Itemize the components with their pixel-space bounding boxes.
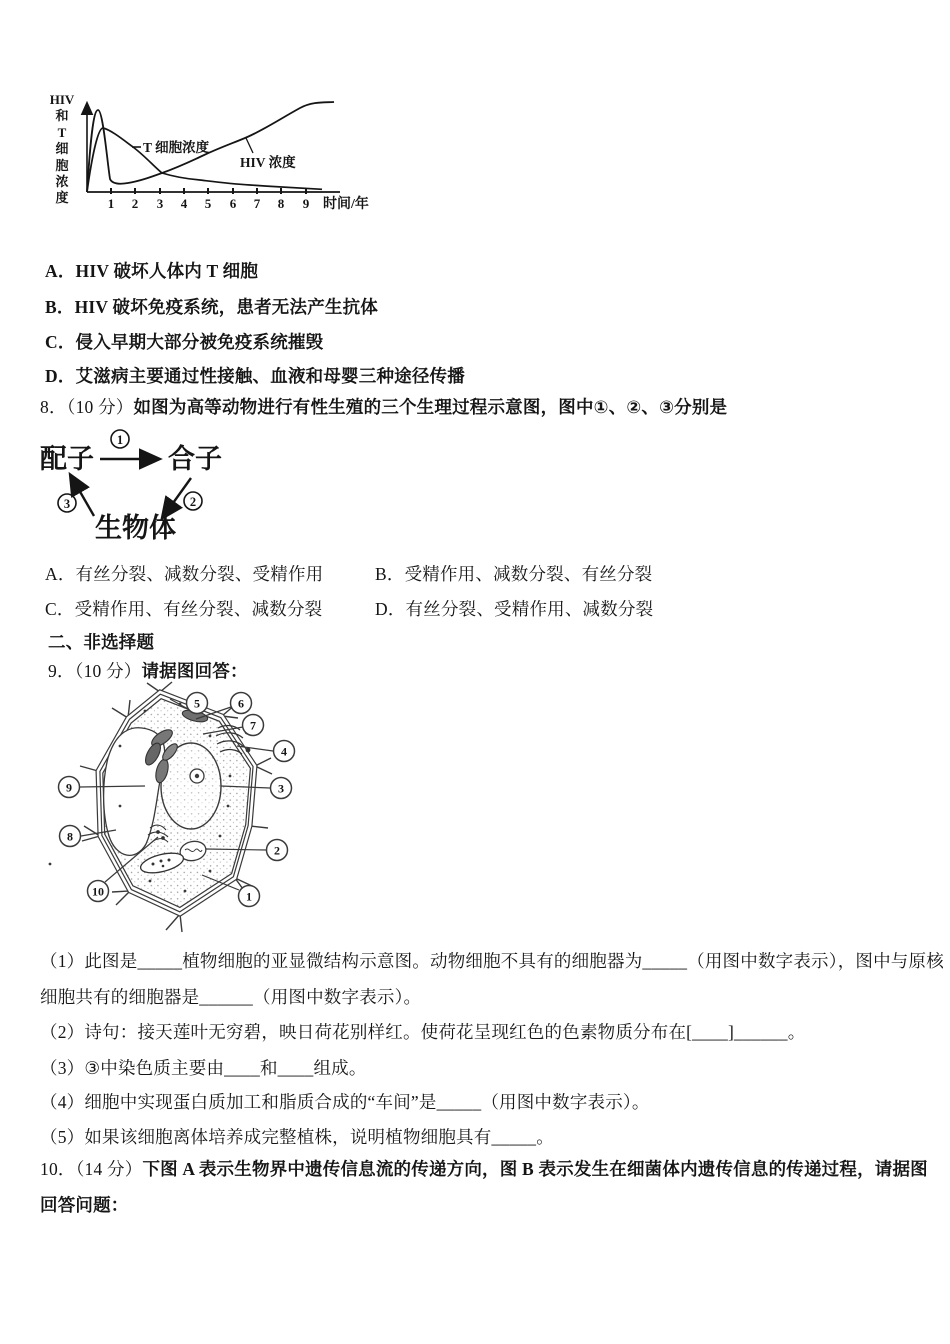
q8-reproduction-cycle-diagram — [40, 424, 280, 549]
t-cell-curve-label: T 细胞浓度 — [143, 140, 210, 155]
q9-stem-text: 请据图回答： — [141, 661, 248, 681]
option-text: 有丝分裂、减数分裂、受精作用 — [75, 564, 324, 584]
ylabel-line: 细 — [55, 141, 69, 157]
label-number-4: 4 — [281, 744, 287, 759]
option-text: 艾滋病主要通过性接触、血液和母婴三种途径传播 — [75, 366, 465, 386]
q7-option-d — [45, 363, 465, 388]
tick-label: 1 — [107, 196, 115, 211]
q9-sub2: （2）诗句：接天莲叶无穷碧，映日荷花别样红。使荷花呈现红色的色素物质分布在[____]______。 — [40, 1022, 806, 1042]
option-text: HIV 破坏人体内 T 细胞 — [75, 261, 259, 281]
tick-label: 9 — [302, 196, 310, 211]
ylabel-line: 浓 — [55, 174, 69, 190]
tick-label: 2 — [131, 196, 139, 211]
section2-title: 二、非选择题 — [48, 632, 155, 652]
hiv-curve-label: HIV 浓度 — [240, 155, 296, 170]
q8-option-b — [375, 561, 652, 586]
option-text: 侵入早期大部分被免疫系统摧毁 — [75, 332, 324, 352]
tick-label: 7 — [253, 196, 261, 211]
tick-label: 4 — [180, 196, 188, 211]
label-number-2: 2 — [274, 843, 280, 858]
label-number-8: 8 — [67, 829, 73, 844]
q10-stem-line1 — [40, 1156, 928, 1181]
option-letter: A． — [45, 261, 76, 281]
step3-number: 3 — [63, 497, 71, 511]
q7-option-b — [45, 294, 378, 319]
label-number-7: 7 — [250, 718, 256, 733]
q9-plant-cell-diagram — [50, 686, 315, 936]
q8-stem-text: 如图为高等动物进行有性生殖的三个生理过程示意图，图中①、②、③分别是 — [133, 397, 728, 417]
ylabel-line: 和 — [55, 108, 69, 124]
step2-number: 2 — [189, 495, 197, 509]
option-letter: A． — [45, 564, 76, 584]
option-text: HIV 破坏免疫系统，患者无法产生抗体 — [74, 297, 378, 317]
hiv-curve — [87, 102, 334, 192]
hiv-tcell-line-chart — [40, 88, 400, 228]
ylabel-line: 度 — [55, 190, 69, 206]
label-number-9: 9 — [66, 780, 72, 795]
q8-number: 8． — [40, 397, 67, 417]
option-text: 受精作用、有丝分裂、减数分裂 — [74, 599, 323, 619]
option-letter: D． — [45, 366, 76, 386]
x-axis-label: 时间/年 — [323, 197, 369, 212]
label-number-6: 6 — [238, 696, 244, 711]
option-letter: B． — [375, 564, 405, 584]
arrow-step3 — [71, 476, 94, 516]
label-number-5: 5 — [194, 696, 200, 711]
q9-sub1-line2: 细胞共有的细胞器是______（用图中数字表示）。 — [40, 987, 422, 1007]
q9-sub3: （3）③中染色质主要由____和____组成。 — [40, 1058, 367, 1078]
zygote-label: 合子 — [168, 444, 222, 474]
option-text: 受精作用、减数分裂、有丝分裂 — [404, 564, 653, 584]
hiv-label-leader — [246, 138, 253, 153]
q9-number: 9． — [48, 661, 75, 681]
label-number-3: 3 — [278, 781, 284, 796]
q8-option-c — [45, 596, 322, 621]
q9-sub5: （5）如果该细胞离体培养成完整植株，说明植物细胞具有_____。 — [40, 1127, 554, 1147]
option-letter: B． — [45, 297, 75, 317]
option-text: 有丝分裂、受精作用、减数分裂 — [405, 599, 654, 619]
q10-number: 10． — [40, 1159, 76, 1179]
tick-label: 6 — [229, 196, 237, 211]
option-letter: C． — [45, 332, 76, 352]
q10-stem-text: 下图 A 表示生物界中遗传信息流的传递方向，图 B 表示发生在细菌体内遗传信息的传递过程，请据图 — [142, 1159, 928, 1179]
q9-sub4: （4）细胞中实现蛋白质加工和脂质合成的“车间”是_____（用图中数字表示）。 — [40, 1092, 650, 1112]
tick-label: 8 — [277, 196, 285, 211]
label-number-10: 10 — [92, 884, 104, 899]
q9-stem — [48, 658, 248, 683]
x-axis-ticks — [111, 188, 306, 194]
tick-label: 5 — [204, 196, 212, 211]
option-letter: D． — [375, 599, 406, 619]
tick-label: 3 — [156, 196, 164, 211]
q8-option-a — [45, 561, 323, 586]
ylabel-line: 胞 — [55, 157, 69, 173]
organism-label: 生物体 — [95, 513, 176, 543]
q8-stem — [40, 394, 727, 419]
x-axis-tick-labels — [108, 196, 310, 211]
q9-score: （10 分） — [74, 661, 142, 681]
gamete-label: 配子 — [40, 444, 94, 474]
q7-option-c — [45, 329, 323, 354]
nucleolus-core — [195, 774, 199, 778]
q10-score: （14 分） — [75, 1159, 143, 1179]
ylabel-line: HIV — [49, 92, 75, 107]
q8-option-d — [375, 596, 653, 621]
q10-stem-line2: 回答问题： — [40, 1195, 129, 1215]
step1-number: 1 — [116, 433, 124, 447]
option-letter: C． — [45, 599, 75, 619]
arrow-step2 — [163, 478, 191, 517]
q9-sub1-line1: （1）此图是_____植物细胞的亚显微结构示意图。动物细胞不具有的细胞器为_____（用图中数字表示），图中与原核 — [40, 951, 944, 971]
q8-score: （10 分） — [66, 397, 134, 417]
q7-option-a — [45, 258, 258, 283]
ylabel-line: T — [57, 124, 67, 140]
label-number-1: 1 — [246, 889, 252, 904]
